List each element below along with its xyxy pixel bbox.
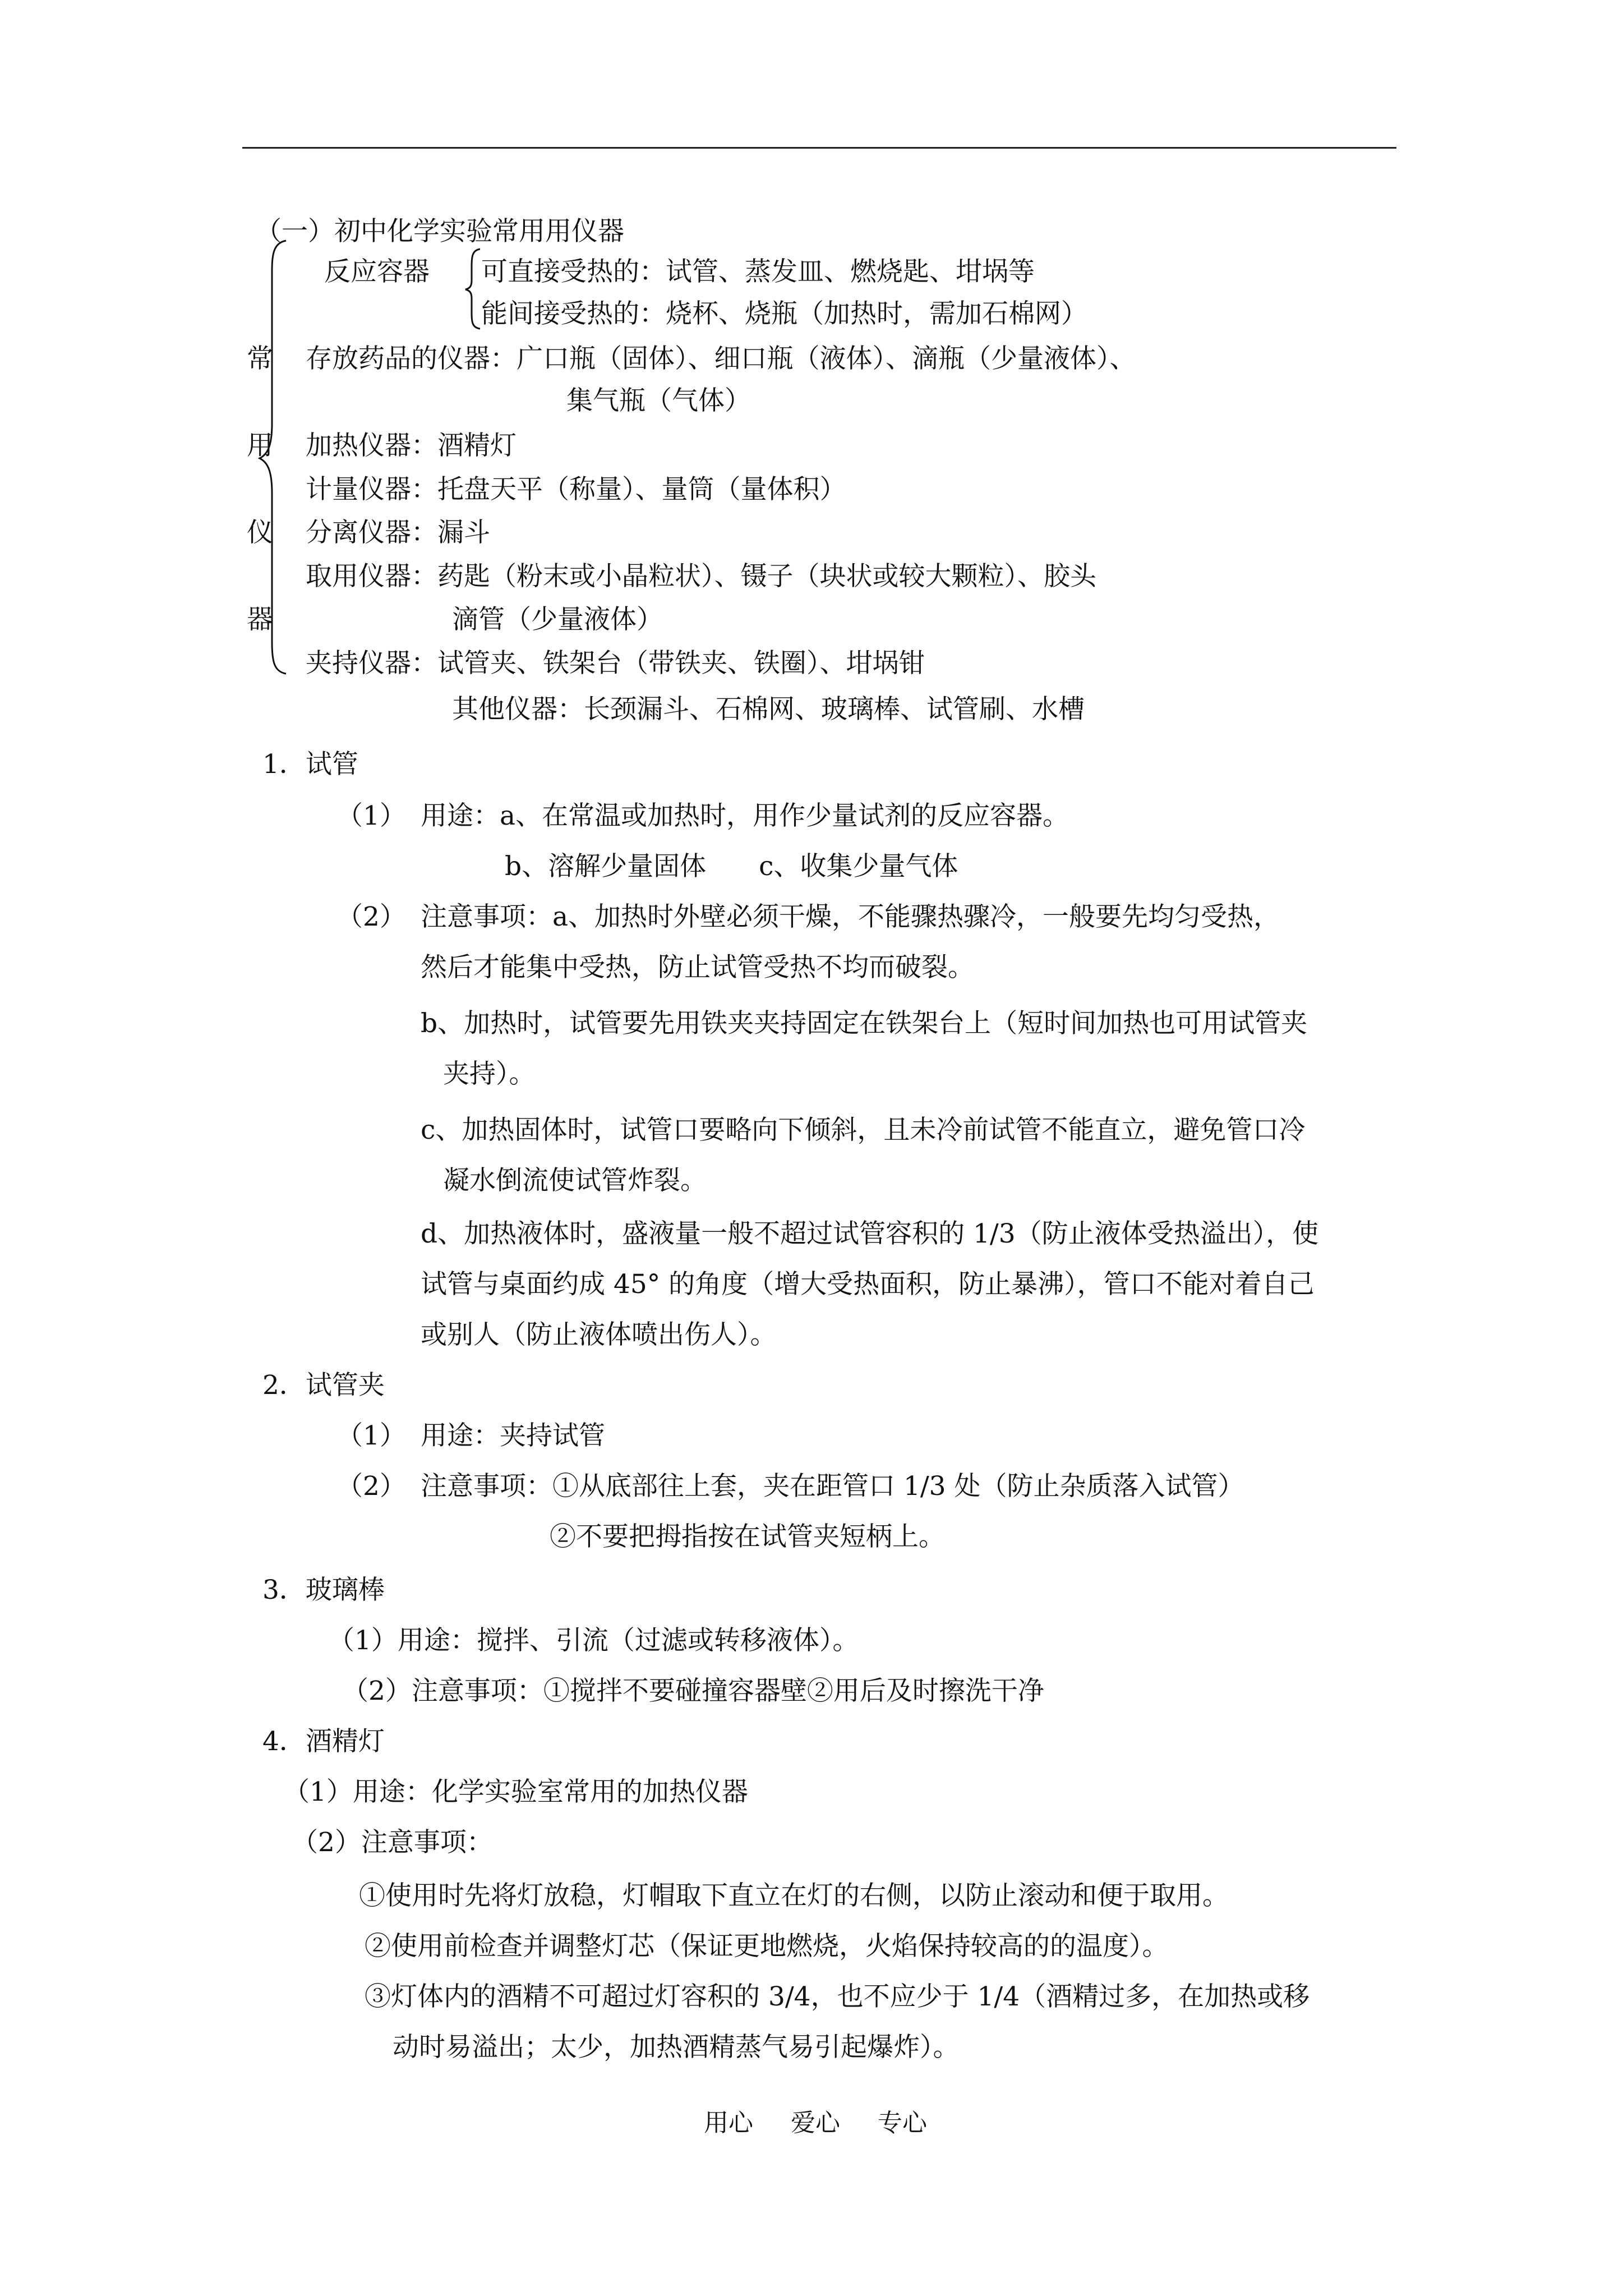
item1-note-c-line2: 凝水倒流使试管炸裂。 xyxy=(443,1165,707,1196)
item4-note-1: ①使用时先将灯放稳，灯帽取下直立在灯的右侧，以防止滚动和便于取用。 xyxy=(359,1880,1229,1911)
other-row: 其他仪器：长颈漏斗、石棉网、玻璃棒、试管刷、水槽 xyxy=(452,694,1085,725)
item3-title: 3．玻璃棒 xyxy=(262,1575,385,1605)
item4-title: 4．酒精灯 xyxy=(262,1726,385,1757)
reaction-label: 反应容器 xyxy=(324,256,430,287)
item1-note-d-line1: d、加热液体时，盛液量一般不超过试管容积的 1/3（防止液体受热溢出），使 xyxy=(421,1218,1319,1249)
item1-note-b-line2: 夹持）。 xyxy=(443,1059,536,1089)
item3-use: （1）用途：搅拌、引流（过滤或转移液体）。 xyxy=(328,1625,859,1656)
footer-word-2: 爱心 xyxy=(791,2109,840,2137)
item1-use-bc: b、溶解少量固体 c、收集少量气体 xyxy=(505,851,958,882)
item1-note-c-line1: c、加热固体时，试管口要略向下倾斜，且未冷前试管不能直立，避免管口冷 xyxy=(421,1115,1306,1145)
separation-row: 分离仪器：漏斗 xyxy=(306,517,490,548)
item4-note-3-line2: 动时易溢出；太少，加热酒精蒸气易引起爆炸）。 xyxy=(393,2032,960,2063)
taking-row-cont: 滴管（少量液体） xyxy=(452,604,663,635)
item2-note-line2: ②不要把拇指按在试管夹短柄上。 xyxy=(550,1521,945,1552)
measuring-row: 计量仪器：托盘天平（称量）、量筒（量体积） xyxy=(306,474,846,505)
item1-note-a-line2: 然后才能集中受热，防止试管受热不均而破裂。 xyxy=(421,952,974,983)
section-title: （一）初中化学实验常用用仪器 xyxy=(255,216,624,247)
item2-note-line1: 注意事项：①从底部往上套，夹在距管口 1/3 处（防止杂质落入试管） xyxy=(421,1471,1244,1502)
item1-title: 1．试管 xyxy=(262,749,358,780)
heating-row: 加热仪器：酒精灯 xyxy=(306,430,517,461)
footer-word-1: 用心 xyxy=(704,2109,753,2137)
reaction-brace xyxy=(463,247,482,331)
item1-use-number: （1） xyxy=(336,800,406,831)
item2-note-number: （2） xyxy=(336,1471,406,1502)
item1-note-b-line1: b、加热时，试管要先用铁夹夹持固定在铁架台上（短时间加热也可用试管夹 xyxy=(421,1008,1308,1039)
item2-use-number: （1） xyxy=(336,1420,406,1451)
item1-use-a: 用途：a、在常温或加热时，用作少量试剂的反应容器。 xyxy=(421,800,1069,831)
brace-char-3: 仪 xyxy=(247,517,273,548)
footer-word-3: 专心 xyxy=(878,2109,927,2137)
item1-note-d-line2: 试管与桌面约成 45° 的角度（增大受热面积，防止暴沸），管口不能对着自己 xyxy=(421,1269,1315,1300)
item1-note-a-line1: 注意事项：a、加热时外壁必须干燥，不能骤热骤冷，一般要先均匀受热， xyxy=(421,901,1280,932)
storage-row-cont: 集气瓶（气体） xyxy=(566,385,751,416)
item1-note-d-line3: 或别人（防止液体喷出伤人）。 xyxy=(421,1319,777,1350)
item4-note-heading: （2）注意事项： xyxy=(292,1827,493,1858)
brace-char-1: 常 xyxy=(247,343,273,374)
brace-char-4: 器 xyxy=(247,604,273,635)
taking-row: 取用仪器：药匙（粉末或小晶粒状）、镊子（块状或较大颗粒）、胶头 xyxy=(306,561,1096,592)
header-rule xyxy=(242,147,1396,149)
clamping-row: 夹持仪器：试管夹、铁架台（带铁夹、铁圈）、坩埚钳 xyxy=(306,648,925,679)
item2-use: 用途：夹持试管 xyxy=(421,1420,605,1451)
storage-row: 存放药品的仪器：广口瓶（固体）、细口瓶（液体）、滴瓶（少量液体）、 xyxy=(306,343,1136,374)
reaction-indirect: 能间接受热的：烧杯、烧瓶（加热时，需加石棉网） xyxy=(481,298,1087,329)
item4-note-3-line1: ③灯体内的酒精不可超过灯容积的 3/4，也不应少于 1/4（酒精过多，在加热或移 xyxy=(365,1981,1310,2012)
item1-note-number: （2） xyxy=(336,901,406,932)
item3-note: （2）注意事项：①搅拌不要碰撞容器壁②用后及时擦洗干净 xyxy=(342,1676,1044,1706)
item4-note-2: ②使用前检查并调整灯芯（保证更地燃烧，火焰保持较高的的温度）。 xyxy=(365,1931,1169,1962)
reaction-direct: 可直接受热的：试管、蒸发皿、燃烧匙、坩埚等 xyxy=(481,256,1035,287)
item4-use: （1）用途：化学实验室常用的加热仪器 xyxy=(283,1777,748,1807)
brace-char-2: 用 xyxy=(247,430,273,461)
item2-title: 2．试管夹 xyxy=(262,1370,385,1401)
